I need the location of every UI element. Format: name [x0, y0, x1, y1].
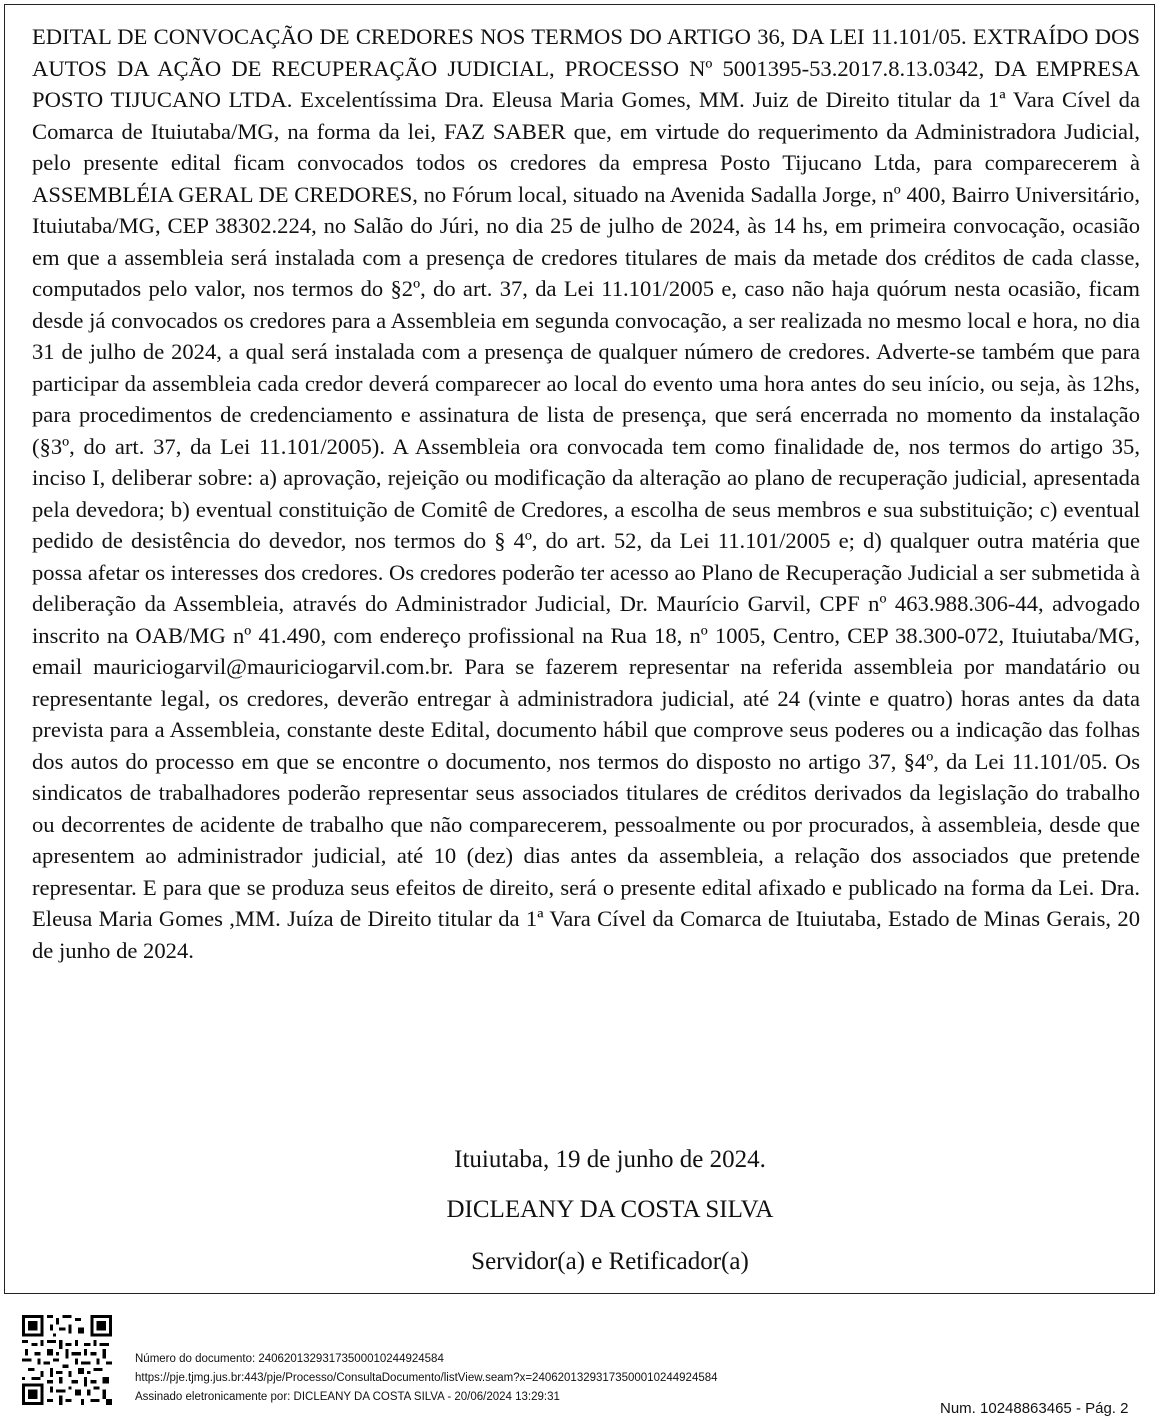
document-frame [4, 4, 1155, 1294]
edital-body: EDITAL DE CONVOCAÇÃO DE CREDORES NOS TERMOS DO ARTIGO 36, DA LEI 11.101/05. EXTRAÍDO DOS AUTOS DA AÇÃO DE RECUPERAÇÃO JUDICIAL, PROCESSO Nº 5001395-53.2017.8.13.0342, DA EMPRESA POSTO TIJUCANO LTDA. Excelentíssima Dra. Eleusa Maria Gomes, MM. Juiz de Direito titular da 1ª Vara Cível da Comarca de Ituiutaba/MG, na forma da lei, FAZ SABER que, em virtude do requerimento da Administradora Judicial, pelo presente edital ficam convocados todos os credores da empresa Posto Tijucano Ltda, para comparecerem à ASSEMBLÉIA GERAL DE CREDORES, no Fórum local, situado na Avenida Sadalla Jorge, nº 400, Bairro Universitário, Ituiutaba/MG, CEP 38302.224, no Salão do Júri, no dia 25 de julho de 2024, às 14 hs, em primeira convocação, ocasião em que a assembleia será instalada com a presença de credores titulares de mais da metade dos créditos de cada classe, computados pelo valor, nos termos do §2º, do art. 37, da Lei 11.101/2005 e, caso não haja quórum nesta ocasião, ficam desde já convocados os credores para a Assembleia em segunda convocação, a ser realizada no mesmo local e hora, no dia 31 de julho de 2024, a qual será instalada com a presença de qualquer número de credores. Adverte-se também que para participar da assembleia cada credor deverá comparecer ao local do evento uma hora antes do seu início, ou seja, às 12hs, para procedimentos de credenciamento e assinatura de lista de presença, que será encerrada no momento da instalação (§3º, do art. 37, da Lei 11.101/2005). A Assembleia ora convocada tem como finalidade de, nos termos do artigo 35, inciso I, deliberar sobre: a) aprovação, rejeição ou modificação da alteração ao plano de recuperação judicial, apresentada pela devedora; b) eventual constituição de Comitê de Credores, a escolha de seus membros e sua substituição; c) eventual pedido de desistência do devedor, nos termos do § 4º, do art. 52, da Lei 11.101/2005 e; d) qualquer outra matéria que possa afetar os interesses dos credores. Os credores poderão ter acesso ao Plano de Recuperação Judicial a ser submetida à deliberação da Assembleia, através do Administrador Judicial, Dr. Maurício Garvil, CPF nº 463.988.306-44, advogado inscrito na OAB/MG nº 41.490, com endereço profissional na Rua 18, nº 1005, Centro, CEP 38.300-072, Ituiutaba/MG, email mauriciogarvil@mauriciogarvil.com.br. Para se fazerem representar na referida assembleia por mandatário ou representante legal, os credores, deverão entregar à administradora judicial, até 24 (vinte e quatro) horas antes da data prevista para a Assembleia, constante deste Edital, documento hábil que comprove seus poderes ou a indicação das folhas dos autos do processo em que se encontre o documento, nos termos do disposto no artigo 37, §4º, da Lei 11.101/05. Os sindicatos de trabalhadores poderão representar seus associados titulares de créditos derivados da legislação do trabalho ou decorrentes de acidente de trabalho que não comparecerem, pessoalmente ou por procurados, à assembleia, desde que apresentem ao administrador judicial, até 10 (dez) dias antes da assembleia, a relação dos associados que pretende representar. E para que se produza seus efeitos de direito, será o presente edital afixado e publicado na forma da Lei. Dra. Eleusa Maria Gomes ,MM. Juíza de Direito titular da 1ª Vara Cível da Comarca de Ituiutaba, Estado de Minas Gerais, 20 de junho de 2024. [32, 24, 1140, 963]
qr-code-icon [22, 1310, 112, 1410]
signer-name: DICLEANY DA COSTA SILVA [446, 1196, 774, 1223]
place-date: Ituiutaba, 19 de junho de 2024. [454, 1146, 766, 1173]
document-number: Número do documento: 24062013293173500010244924584 [135, 1353, 444, 1365]
signer-role: Servidor(a) e Retificador(a) [471, 1248, 749, 1275]
page-reference: Num. 10248863465 - Pág. 2 [940, 1400, 1129, 1417]
signature-info: Assinado eletronicamente por: DICLEANY DA COSTA SILVA - 20/06/2024 13:29:31 [135, 1391, 560, 1403]
document-url[interactable]: https://pje.tjmg.jus.br:443/pje/Processo/ConsultaDocumento/listView.seam?x=24062013293173500010244924584 [135, 1372, 718, 1384]
footer-metadata [135, 1350, 718, 1407]
document-footer [0, 1300, 1161, 1421]
